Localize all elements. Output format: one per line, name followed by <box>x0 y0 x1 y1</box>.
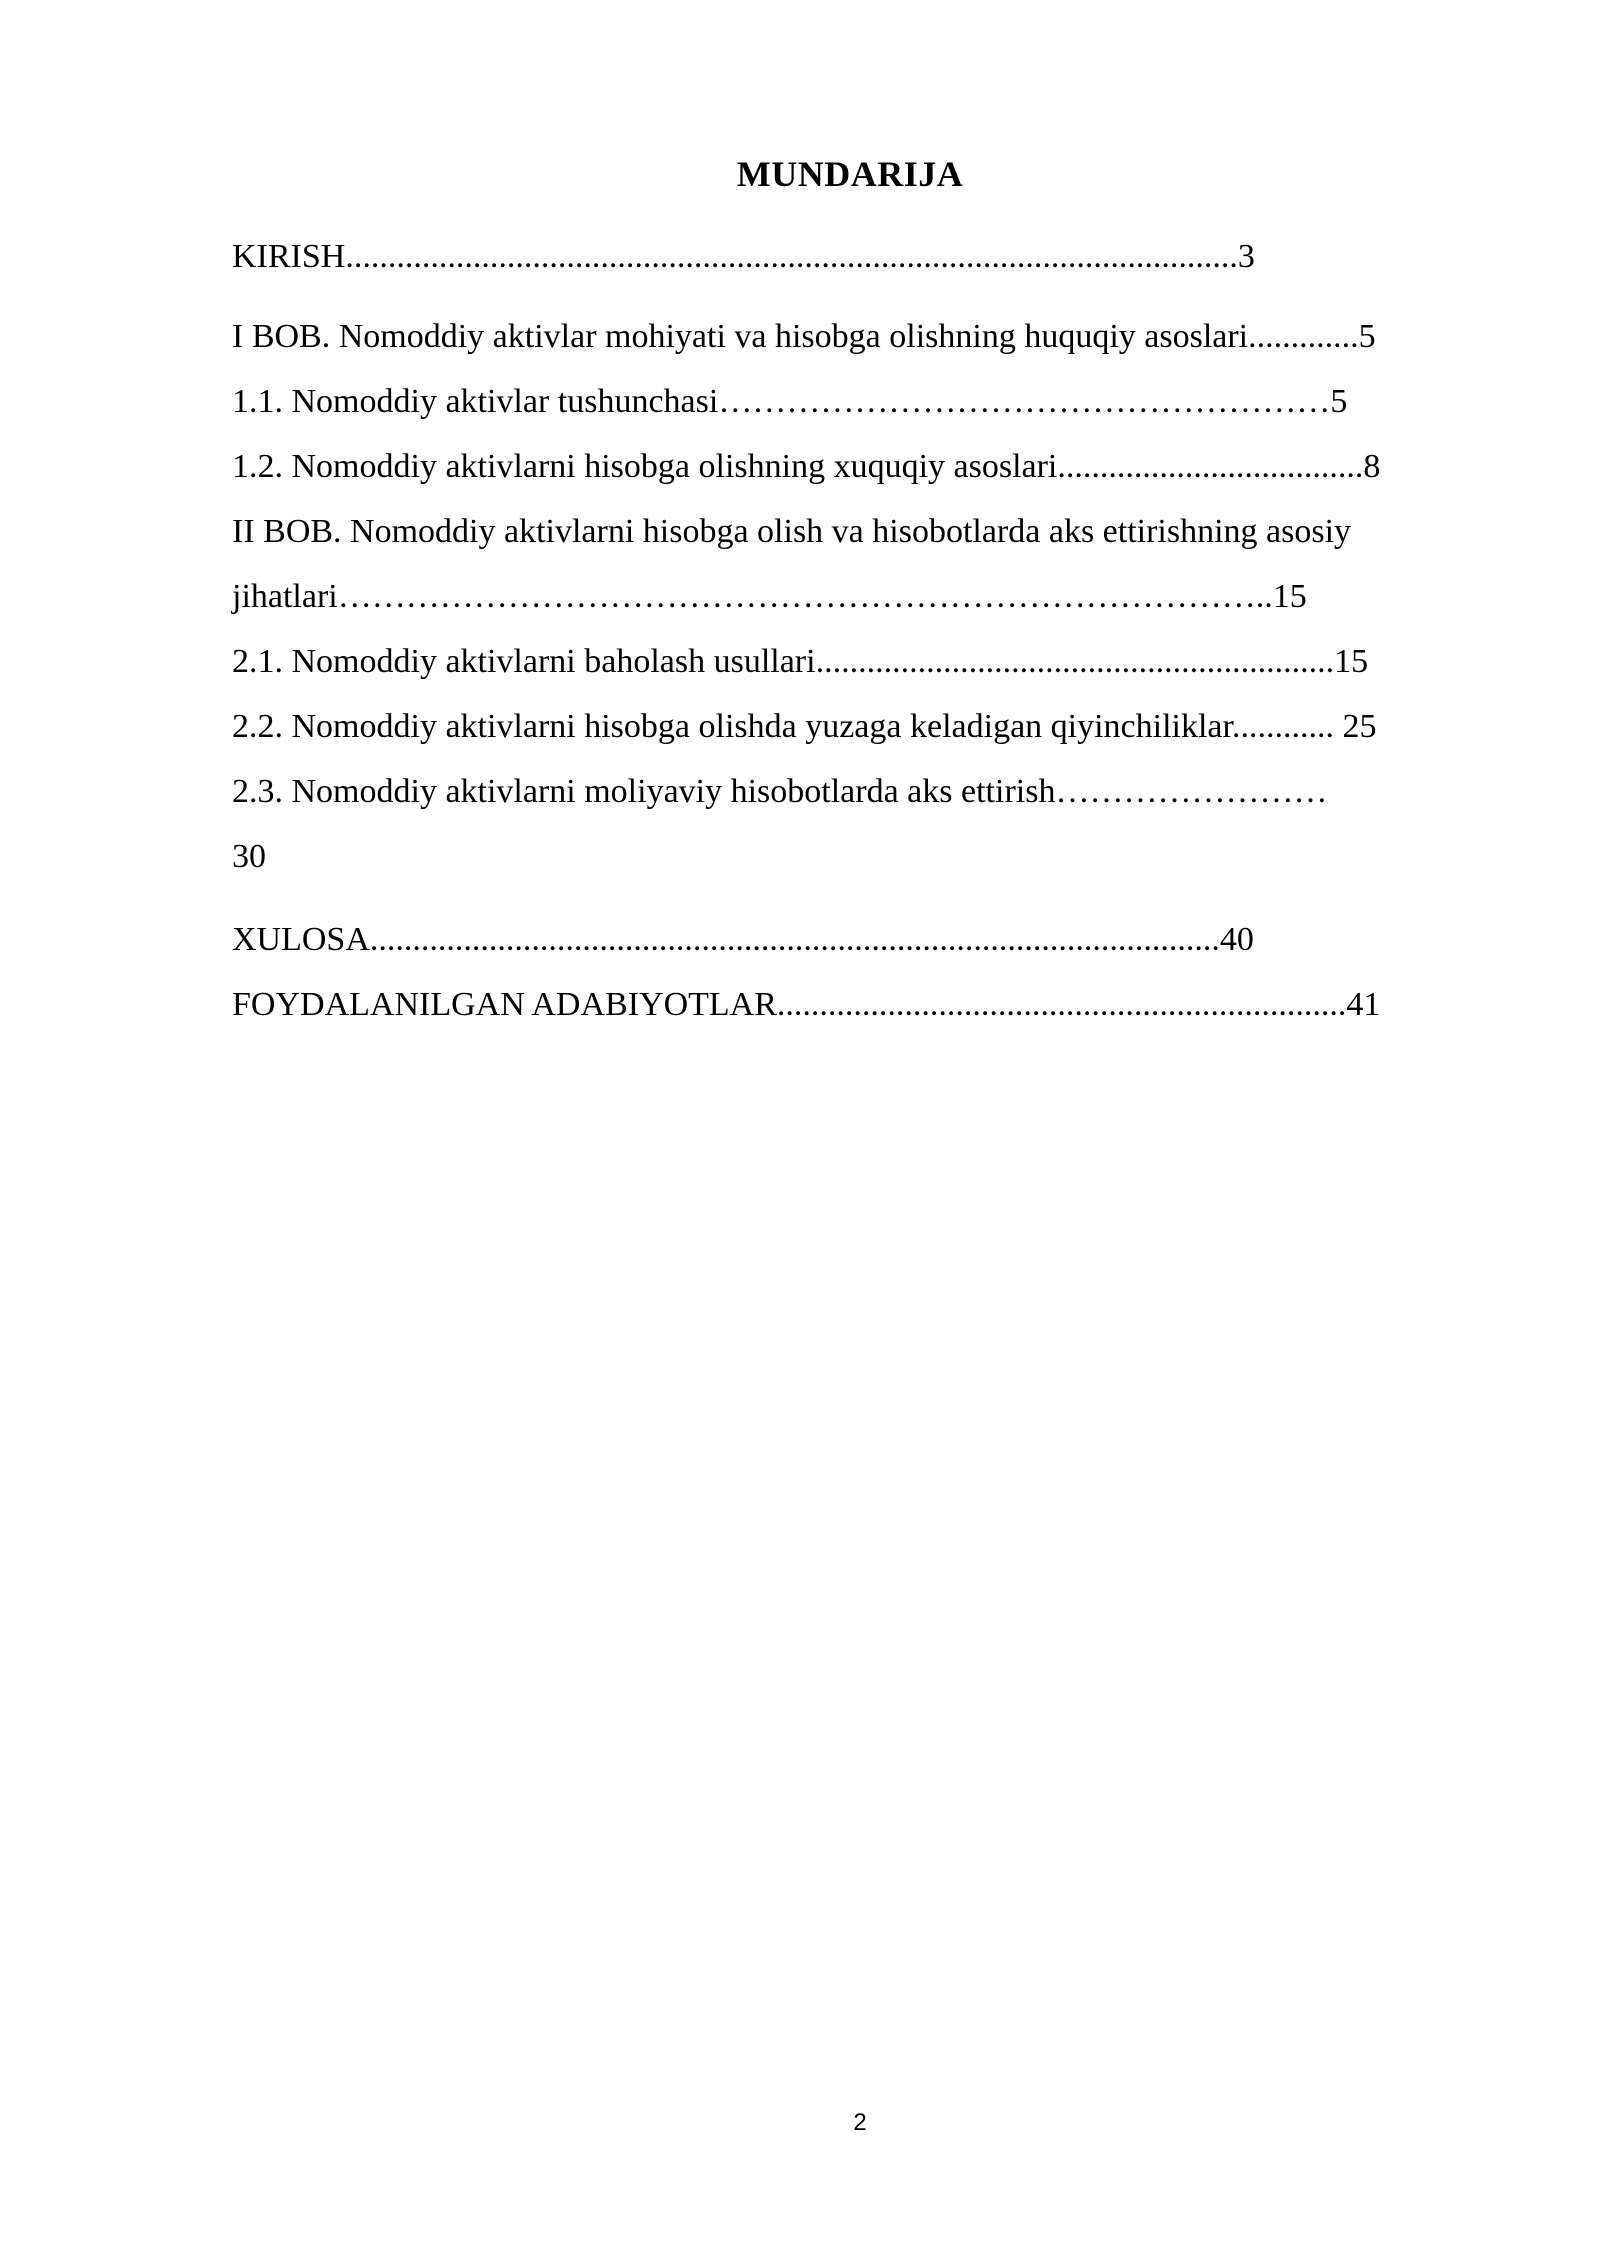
page-number: 2 <box>853 2109 867 2136</box>
toc-entry-section-1-1: 1.1. Nomoddiy aktivlar tushunchasi………………………………………………5 <box>232 383 1348 420</box>
toc-entry-section-2-1: 2.1. Nomoddiy aktivlarni baholash usullari.............................................................15 <box>232 643 1369 680</box>
toc-entry-chapter-2: II BOB. Nomoddiy aktivlarni hisobga olish va hisobotlarda aks ettirishning asosiy <box>232 513 1352 550</box>
toc-entry-section-2-3: 2.3. Nomoddiy aktivlarni moliyaviy hisobotlarda aks ettirish…………………… <box>232 773 1328 810</box>
toc-entry-section-1-2: 1.2. Nomoddiy aktivlarni hisobga olishning xuquqiy asoslari....................................8 <box>232 448 1381 485</box>
toc-entry-chapter-1: I BOB. Nomoddiy aktivlar mohiyati va hisobga olishning huquqiy asoslari.............5 <box>232 318 1376 355</box>
toc-entry-bibliography: FOYDALANILGAN ADABIYOTLAR...................................................................41 <box>232 986 1381 1023</box>
toc-entry-section-2-2: 2.2. Nomoddiy aktivlarni hisobga olishda yuzaga keladigan qiyinchiliklar............ 25 <box>232 708 1377 745</box>
toc-entry-xulosa: XULOSA....................................................................................................40 <box>232 921 1254 958</box>
page-title: MUNDARIJA <box>736 154 964 194</box>
toc-entry-section-2-3-page: 30 <box>232 838 266 875</box>
toc-entry-chapter-2-continued: jihatlari………………………………………………………………………..15 <box>232 578 1307 615</box>
toc-entry-kirish: KIRISH.........................................................................................................3 <box>232 238 1255 275</box>
